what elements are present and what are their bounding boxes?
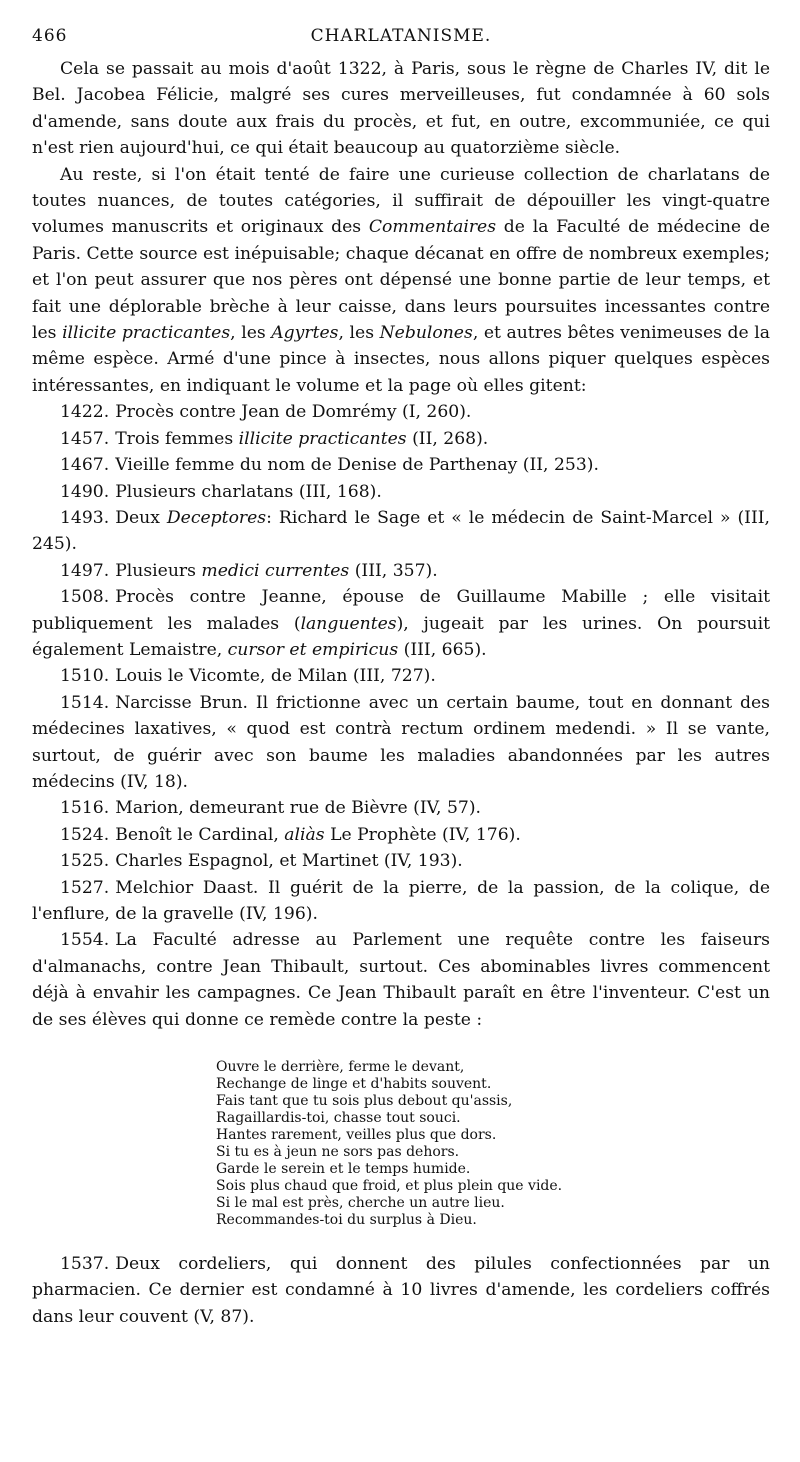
poem-line: Hantes rarement, veilles plus que dors.: [216, 1127, 497, 1144]
entry-year: 1537.: [60, 1254, 110, 1275]
entry-year: 1490.: [60, 481, 110, 502]
running-title: CHARLATANISME.: [310, 26, 492, 46]
entry-1537: 1537. Deux cordeliers, qui donnent des pilules confectionnées par un pharmacien. Ce dernier est condamné à 10 livres d'amende, les cordeliers coffrés dans leur couvent (V, 87).: [32, 1254, 770, 1327]
entry-year: 1457.: [60, 428, 110, 449]
entry-year: 1525.: [60, 851, 110, 872]
poem-line: Fais tant que tu sois plus debout qu'assis,: [216, 1093, 513, 1110]
entry-1508: 1508. Procès contre Jeanne, épouse de Guillaume Mabille ; elle visitait publiquement les malades (languentes), jugeait par les urines. On poursuit également Lemaistre, cursor et empiricus (III, 665).: [32, 587, 770, 660]
entry-year: 1493.: [60, 507, 110, 528]
poem-line: Si tu es à jeun ne sors pas dehors.: [216, 1144, 460, 1161]
entry-1467: 1467. Vieille femme du nom de Denise de Parthenay (II, 253).: [60, 455, 599, 476]
entry-year: 1508.: [60, 587, 110, 608]
paragraph-intro: Cela se passait au mois d'août 1322, à Paris, sous le règne de Charles IV, dit le Bel. Jacobea Félicie, malgré ses cures merveilleuses, fut condamnée à 60 sols d'amende, sans doute aux frais du procès, et fut, en outre, excommuniée, ce qui n'est rien aujourd'hui, ce qui était beaucoup au quatorzième siècle.: [32, 59, 770, 159]
entry-1457: 1457. Trois femmes illicite practicantes (II, 268).: [60, 428, 489, 449]
entry-1527: 1527. Melchior Daast. Il guérit de la pierre, de la passion, de la colique, de l'enflure, de la gravelle (IV, 196).: [32, 877, 770, 924]
poem-line: Recommandes-toi du surplus à Dieu.: [216, 1212, 477, 1229]
book-page: [32, 26, 770, 1330]
entry-1510: 1510. Louis le Vicomte, de Milan (III, 727).: [60, 666, 436, 687]
entry-1497: 1497. Plusieurs medici currentes (III, 357).: [60, 560, 438, 581]
poem-line: Garde le serein et le temps humide.: [216, 1161, 471, 1178]
entry-year: 1516.: [60, 798, 110, 819]
entry-1524: 1524. Benoît le Cardinal, aliàs Le Prophète (IV, 176).: [60, 824, 521, 845]
entry-year: 1422.: [60, 402, 110, 423]
entry-1554: 1554. La Faculté adresse au Parlement une requête contre les faiseurs d'almanachs, contre Jean Thibault, surtout. Ces abominables livres commencent déjà à envahir les campagnes. Ce Jean Thibault paraît en être l'inventeur. C'est un de ses élèves qui donne ce remède contre la peste :: [32, 930, 770, 1030]
poem-line: Si le mal est près, cherche un autre lieu.: [216, 1195, 505, 1212]
body-text: [32, 56, 770, 1330]
entry-year: 1527.: [60, 877, 110, 898]
entry-year: 1524.: [60, 824, 110, 845]
page-header: [32, 26, 770, 56]
entry-year: 1467.: [60, 455, 110, 476]
entry-year: 1514.: [60, 692, 110, 713]
entry-1514: 1514. Narcisse Brun. Il frictionne avec un certain baume, tout en donnant des médecines laxatives, « quod est contrà rectum ordinem medendi. » Il se vante, surtout, de guérir avec son baume les maladies abandonnées par les autres médecins (IV, 18).: [32, 692, 770, 792]
entry-1516: 1516. Marion, demeurant rue de Bièvre (IV, 57).: [60, 798, 482, 819]
entry-year: 1554.: [60, 930, 110, 951]
poem-line: Rechange de linge et d'habits souvent.: [216, 1076, 492, 1093]
poem-line: Ragaillardis-toi, chasse tout souci.: [216, 1110, 461, 1127]
poem-line: Sois plus chaud que froid, et plus plein que vide.: [216, 1178, 563, 1195]
page-number: 466: [32, 26, 68, 46]
poem-line: Ouvre le derrière, ferme le devant,: [216, 1059, 465, 1076]
entry-1493: 1493. Deux Deceptores: Richard le Sage et « le médecin de Saint-Marcel » (III, 245).: [32, 507, 770, 555]
entry-1422: 1422. Procès contre Jean de Domrémy (I, 260).: [60, 402, 472, 423]
entry-1525: 1525. Charles Espagnol, et Martinet (IV, 193).: [60, 851, 463, 872]
entry-year: 1497.: [60, 560, 110, 581]
entry-1490: 1490. Plusieurs charlatans (III, 168).: [60, 481, 382, 502]
entry-year: 1510.: [60, 666, 110, 687]
paragraph-collection: Au reste, si l'on était tenté de faire une curieuse collection de charlatans de toutes nuances, de toutes catégories, il suffirait de dépouiller les vingt-quatre volumes manuscrits et originaux des Commentaires de la Faculté de médecine de Paris. Cette source est inépuisable; chaque décanat en offre de nombreux exemples; et l'on peut assurer que nos pères ont dépensé une bonne partie de leur temps, et fait une déplorable brèche à leur caisse, dans leurs poursuites incessantes contre les illicite practicantes, les Agyrtes, les Nebulones, et autres bêtes venimeuses de la même espèce. Armé d'une pince à insectes, nous allons piquer quelques espèces intéressantes, en indiquant le volume et la page où elles gitent:: [32, 164, 770, 396]
remedy-poem: [216, 1059, 770, 1229]
